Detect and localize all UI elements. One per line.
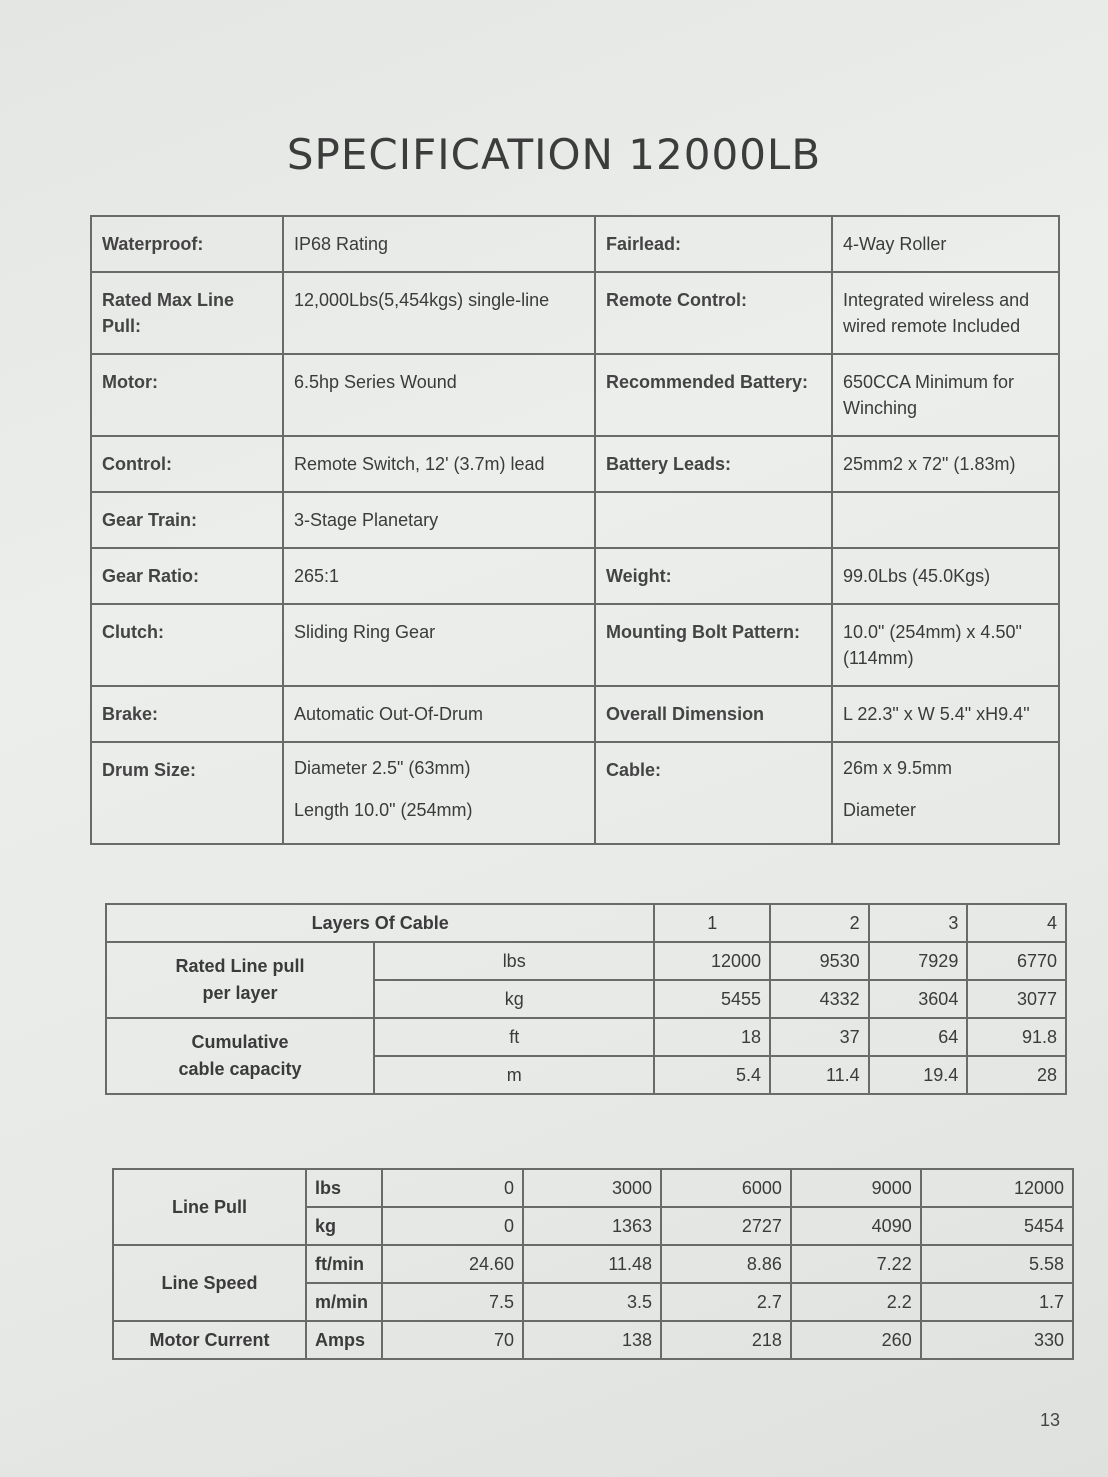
performance-row-label: Motor Current [113,1321,306,1359]
layers-of-cable-table [105,903,1067,1095]
page-number: 13 [1040,1410,1061,1430]
layers-row-label-line: per layer [202,983,278,1003]
value-cell: 5.58 [921,1245,1073,1283]
spec-value: 265:1 [283,548,595,604]
spec-label: Weight: [595,548,832,604]
value-cell: 19.4 [869,1056,968,1094]
unit-cell: kg [374,980,654,1018]
cable-value [832,742,1059,844]
spec-value: 4-Way Roller [832,216,1059,272]
value-cell: 1.7 [921,1283,1073,1321]
performance-row-label: Line Pull [113,1169,306,1245]
spec-label: Fairlead: [595,216,832,272]
unit-cell: m [374,1056,654,1094]
spec-value: 99.0Lbs (45.0Kgs) [832,548,1059,604]
value-cell: 6000 [661,1169,791,1207]
layers-row-label-line: Cumulative [191,1032,289,1052]
spec-value: Automatic Out-Of-Drum [283,686,595,742]
unit-cell: ft/min [306,1245,382,1283]
layers-row-label-line: Rated Line pull [175,956,305,976]
value-cell: 3604 [869,980,968,1018]
layers-row-label [106,942,374,1018]
layers-row-label-line: cable capacity [178,1059,302,1079]
spec-value: 10.0" (254mm) x 4.50" (114mm) [832,604,1059,686]
value-cell: 5454 [921,1207,1073,1245]
spec-row [91,216,1059,272]
spec-row [91,492,1059,548]
layers-header-row [106,904,1066,942]
value-cell: 2.7 [661,1283,791,1321]
unit-cell: m/min [306,1283,382,1321]
spec-label: Gear Ratio: [91,548,283,604]
layer-number: 1 [654,904,770,942]
value-cell: 0 [382,1207,523,1245]
performance-row [113,1245,1073,1283]
spec-label: Gear Train: [91,492,283,548]
performance-row [113,1169,1073,1207]
value-cell: 4090 [791,1207,921,1245]
value-cell: 9530 [770,942,869,980]
value-cell: 91.8 [967,1018,1066,1056]
unit-cell: lbs [374,942,654,980]
spec-label: Cable: [595,742,832,844]
page-title: SPECIFICATION 12000LB [286,130,822,179]
spec-value: L 22.3" x W 5.4" xH9.4" [832,686,1059,742]
layers-row-label [106,1018,374,1094]
value-cell: 3.5 [523,1283,661,1321]
performance-row-label: Line Speed [113,1245,306,1321]
value-cell: 11.4 [770,1056,869,1094]
spec-row [91,548,1059,604]
value-cell: 2.2 [791,1283,921,1321]
spec-value [832,492,1059,548]
value-cell: 70 [382,1321,523,1359]
spec-label [595,492,832,548]
value-cell: 4332 [770,980,869,1018]
value-cell: 7.22 [791,1245,921,1283]
spec-value: Integrated wireless and wired remote Included [832,272,1059,354]
drum-size-value [283,742,595,844]
value-cell: 138 [523,1321,661,1359]
spec-label: Battery Leads: [595,436,832,492]
value-cell: 24.60 [382,1245,523,1283]
spec-value: 12,000Lbs(5,454kgs) single-line [283,272,595,354]
value-cell: 3077 [967,980,1066,1018]
spec-label: Overall Dimension [595,686,832,742]
value-cell: 5455 [654,980,770,1018]
value-cell: 8.86 [661,1245,791,1283]
value-cell: 6770 [967,942,1066,980]
spec-row [91,354,1059,436]
layer-number: 4 [967,904,1066,942]
specification-table [90,215,1060,845]
value-cell: 0 [382,1169,523,1207]
layers-row [106,942,1066,980]
value-cell: 3000 [523,1169,661,1207]
spec-row-drum-size [91,742,1059,844]
value-cell: 37 [770,1018,869,1056]
value-cell: 7.5 [382,1283,523,1321]
value-cell: 12000 [654,942,770,980]
unit-cell: lbs [306,1169,382,1207]
unit-cell: kg [306,1207,382,1245]
spec-value: 650CCA Minimum for Winching [832,354,1059,436]
spec-label: Drum Size: [91,742,283,844]
spec-label: Brake: [91,686,283,742]
spec-label: Rated Max Line Pull: [91,272,283,354]
layers-row [106,1018,1066,1056]
spec-label: Remote Control: [595,272,832,354]
value-cell: 12000 [921,1169,1073,1207]
spec-label: Waterproof: [91,216,283,272]
spec-value: IP68 Rating [283,216,595,272]
value-cell: 64 [869,1018,968,1056]
spec-label: Recommended Battery: [595,354,832,436]
performance-row [113,1321,1073,1359]
value-cell: 18 [654,1018,770,1056]
value-cell: 7929 [869,942,968,980]
value-cell: 218 [661,1321,791,1359]
performance-table [112,1168,1074,1360]
spec-row [91,686,1059,742]
drum-length: Length 10.0" (254mm) [294,800,473,820]
spec-label: Mounting Bolt Pattern: [595,604,832,686]
spec-value: Remote Switch, 12' (3.7m) lead [283,436,595,492]
spec-label: Motor: [91,354,283,436]
spec-value: 25mm2 x 72" (1.83m) [832,436,1059,492]
spec-row [91,272,1059,354]
value-cell: 11.48 [523,1245,661,1283]
value-cell: 1363 [523,1207,661,1245]
spec-label: Control: [91,436,283,492]
value-cell: 330 [921,1321,1073,1359]
unit-cell: ft [374,1018,654,1056]
drum-diameter: Diameter 2.5" (63mm) [294,758,471,778]
layers-header: Layers Of Cable [106,904,654,942]
value-cell: 5.4 [654,1056,770,1094]
spec-value: Sliding Ring Gear [283,604,595,686]
layer-number: 3 [869,904,968,942]
cable-size: 26m x 9.5mm [843,758,953,778]
value-cell: 2727 [661,1207,791,1245]
unit-cell: Amps [306,1321,382,1359]
spec-value: 6.5hp Series Wound [283,354,595,436]
layer-number: 2 [770,904,869,942]
spec-label: Clutch: [91,604,283,686]
spec-value: 3-Stage Planetary [283,492,595,548]
spec-row [91,604,1059,686]
value-cell: 9000 [791,1169,921,1207]
cable-diameter: Diameter [843,800,917,820]
value-cell: 260 [791,1321,921,1359]
spec-row [91,436,1059,492]
value-cell: 28 [967,1056,1066,1094]
